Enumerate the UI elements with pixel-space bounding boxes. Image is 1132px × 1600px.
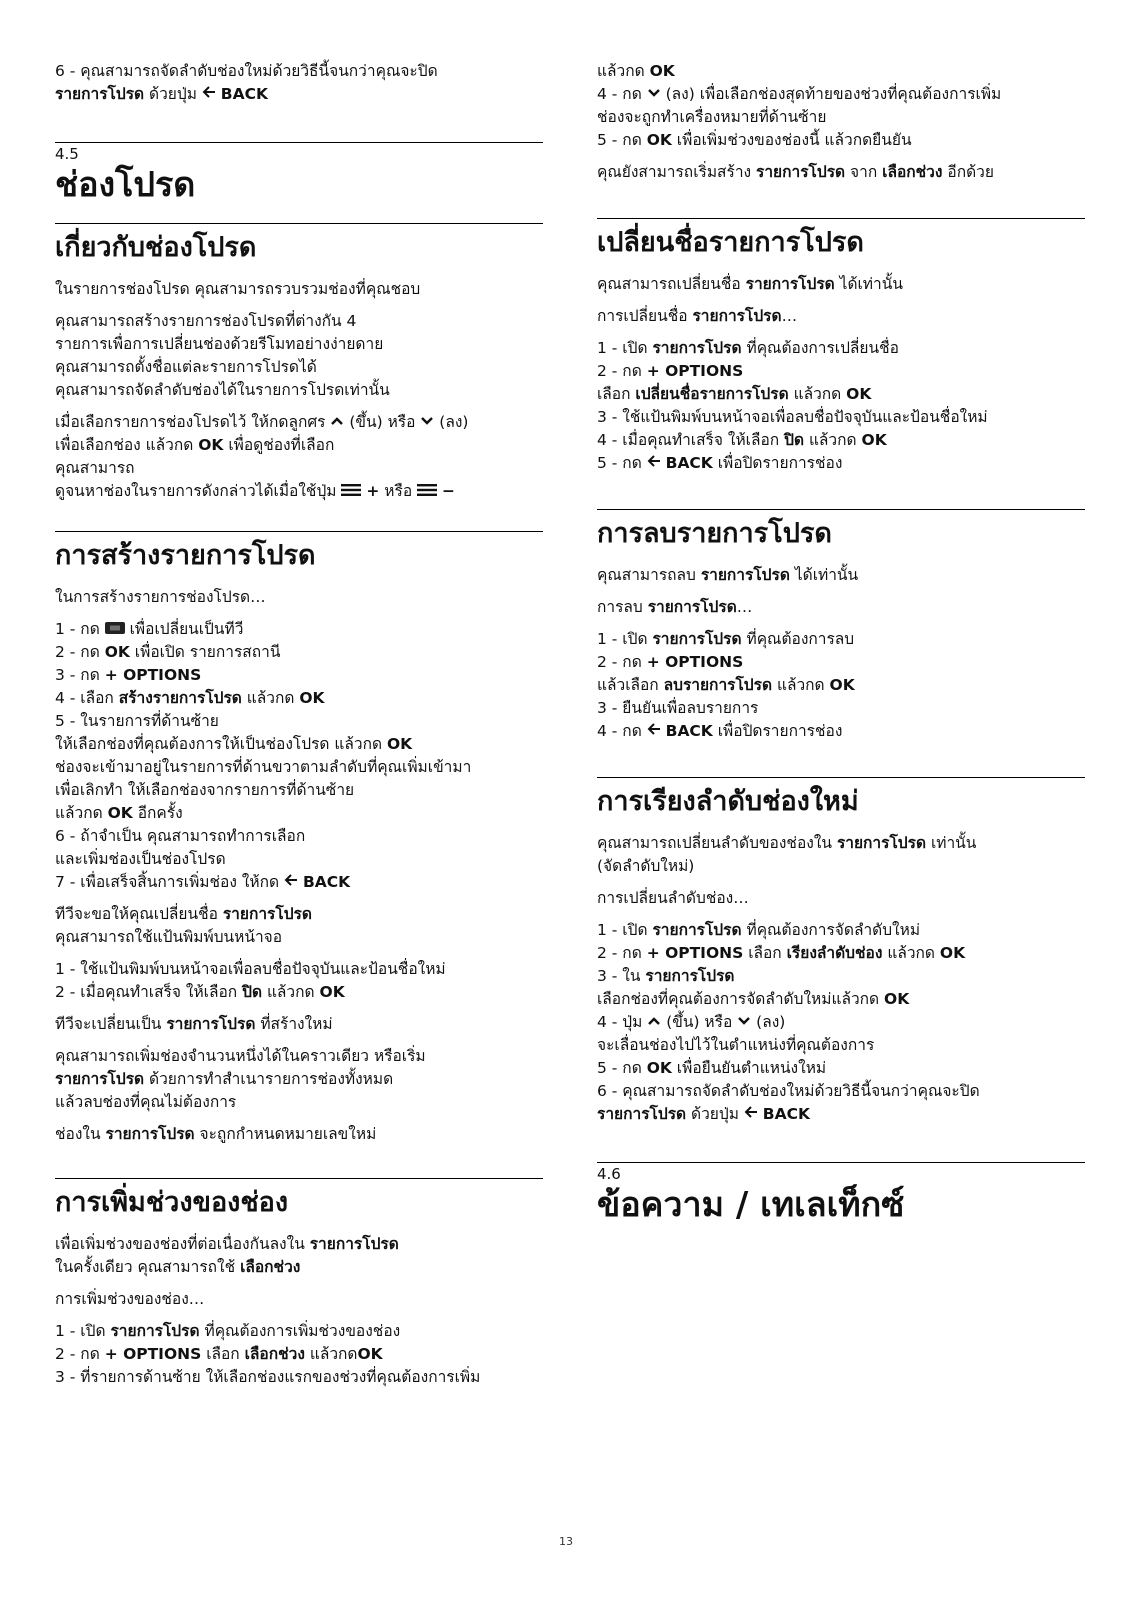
- paragraph: [55, 586, 543, 609]
- bold-text: เลือกช่วง: [882, 163, 943, 181]
- subsection-heading: [55, 1178, 543, 1221]
- section-number: 4.6: [597, 1165, 621, 1183]
- bold-text: รายการโปรด: [222, 905, 312, 923]
- text-line: [597, 988, 1085, 1011]
- arrow-left-icon: [647, 720, 661, 743]
- bold-text: BACK: [665, 454, 713, 472]
- text-line: [55, 434, 543, 457]
- bold-text: BACK: [220, 85, 268, 103]
- text: การลบ: [597, 598, 648, 616]
- text-line: [597, 628, 1085, 651]
- text: ในครั้งเดียว คุณสามารถใช้: [55, 1258, 241, 1276]
- bold-text: เรียงลำดับช่อง: [786, 944, 883, 962]
- paragraph: [55, 1320, 543, 1389]
- divider: [597, 218, 1085, 219]
- text-line: [55, 802, 543, 825]
- text: 2 - กด: [597, 362, 647, 380]
- text-line: [597, 674, 1085, 697]
- bold-text: รายการโปรด: [836, 834, 927, 852]
- text: คุณสามารถเปลี่ยนลำดับของช่องใน: [597, 834, 837, 852]
- text-line: [597, 1080, 1085, 1103]
- text: แล้วกด: [788, 385, 847, 403]
- text: ในการสร้างรายการช่องโปรด…: [55, 588, 266, 606]
- paragraph: [55, 958, 543, 1004]
- text: ช่องจะเข้ามาอยู่ในรายการที่ด้านขวาตามลำดับที่คุณเพิ่มเข้ามา: [55, 758, 472, 776]
- text: เพื่อยืนยันตำแหน่งใหม่: [671, 1059, 827, 1077]
- text: 5 - กด: [597, 131, 647, 149]
- subsection-title: เปลี่ยนชื่อรายการโปรด: [597, 227, 864, 258]
- text: 4 - กด: [597, 722, 647, 740]
- paragraph: [55, 310, 543, 402]
- text-line: [597, 596, 1085, 619]
- bold-text: ลบรายการโปรด: [663, 676, 773, 694]
- chevron-down-icon: [647, 83, 661, 106]
- text: 4 - ปุ่ม: [597, 1013, 648, 1031]
- text: 1 - เปิด: [55, 1322, 111, 1340]
- bold-text: รายการโปรด: [756, 163, 846, 181]
- text: หรือ: [379, 482, 418, 500]
- paragraph: [597, 273, 1085, 296]
- text: 3 - ยืนยันเพื่อลบรายการ: [597, 699, 759, 717]
- text: 4 - เมื่อคุณทำเสร็จ ให้เลือก: [597, 431, 785, 449]
- text-line: [55, 981, 543, 1004]
- text: เพื่อดูช่องที่เลือก: [223, 436, 335, 454]
- text-line: [55, 1320, 543, 1343]
- text: เพื่อเลิกทำ ให้เลือกช่องจากรายการที่ด้านซ้าย: [55, 781, 355, 799]
- text: แล้วกด: [804, 431, 862, 449]
- section-title: ช่องโปรด: [55, 165, 196, 205]
- paragraph: [55, 903, 543, 949]
- divider: [597, 777, 1085, 778]
- arrow-left-icon: [647, 452, 661, 475]
- bold-text: รายการโปรด: [110, 1322, 200, 1340]
- subsection-heading: [597, 218, 1085, 261]
- divider: [55, 531, 543, 532]
- chevron-down-icon: [420, 411, 434, 434]
- bold-text: BACK: [762, 1105, 810, 1123]
- text-line: [597, 305, 1085, 328]
- bold-text: รายการโปรด: [309, 1235, 399, 1253]
- section-number: 4.5: [55, 145, 79, 163]
- text-line: [55, 356, 543, 379]
- text: แล้วลบช่องที่คุณไม่ต้องการ: [55, 1093, 237, 1111]
- text: 2 - กด: [55, 643, 105, 661]
- text-line: [597, 406, 1085, 429]
- bold-text: รายการโปรด: [55, 1070, 145, 1088]
- text: แล้วกด: [262, 983, 320, 1001]
- text-line: [597, 106, 1085, 129]
- text: ทีวีจะเปลี่ยนเป็น: [55, 1015, 167, 1033]
- text-line: [597, 161, 1085, 184]
- text-line: [55, 641, 543, 664]
- text: ทีวีจะขอให้คุณเปลี่ยนชื่อ: [55, 905, 223, 923]
- text-line: [55, 1366, 543, 1389]
- bold-text: OK: [107, 804, 133, 822]
- bold-text: OK: [319, 983, 345, 1001]
- text-line: [597, 720, 1085, 743]
- bold-text: OK: [829, 676, 855, 694]
- text: ดูจนหาช่องในรายการดังกล่าวได้เมื่อใช้ปุ่ม: [55, 482, 342, 500]
- text: 5 - ในรายการที่ด้านซ้าย: [55, 712, 219, 730]
- text-line: [55, 1068, 543, 1091]
- section-heading: [597, 1162, 1085, 1227]
- text: 1 - เปิด: [597, 339, 653, 357]
- text: คุณสามารถจัดลำดับช่องได้ในรายการโปรดเท่านั้น: [55, 381, 390, 399]
- bold-text: OK: [646, 1059, 672, 1077]
- text-line: [597, 965, 1085, 988]
- text: (ลง): [434, 413, 469, 431]
- text: ด้วยปุ่ม: [144, 85, 202, 103]
- text: แล้วกด: [597, 62, 650, 80]
- bold-text: รายการโปรด: [105, 1125, 195, 1143]
- text: 2 - เมื่อคุณทำเสร็จ ให้เลือก: [55, 983, 243, 1001]
- text: ในรายการช่องโปรด คุณสามารถรวบรวมช่องที่คุณชอบ: [55, 280, 421, 298]
- text-line: [597, 429, 1085, 452]
- chevron-down-icon: [737, 1011, 751, 1034]
- text: 1 - กด: [55, 620, 105, 638]
- divider: [55, 1178, 543, 1179]
- paragraph: [597, 596, 1085, 619]
- section-heading: [55, 142, 543, 207]
- bold-text: สร้างรายการโปรด: [118, 689, 242, 707]
- text: คุณยังสามารถเริ่มสร้าง: [597, 163, 757, 181]
- text: 6 - ถ้าจำเป็น คุณสามารถทำการเลือก: [55, 827, 306, 845]
- paragraph: [55, 1288, 543, 1311]
- text-line: [597, 337, 1085, 360]
- subsection-title: การเรียงลำดับช่องใหม่: [597, 786, 859, 817]
- text: ที่คุณต้องการเปลี่ยนชื่อ: [741, 339, 899, 357]
- text: เลือก: [743, 944, 787, 962]
- text-line: [597, 651, 1085, 674]
- bold-text: + OPTIONS: [104, 1345, 202, 1363]
- text: อีกครั้ง: [132, 804, 183, 822]
- text-line: [597, 129, 1085, 152]
- page-number: 13: [559, 1535, 573, 1548]
- subsection-heading: [597, 509, 1085, 552]
- bold-text: +: [366, 482, 380, 500]
- text-line: [55, 1123, 543, 1146]
- text: การเปลี่ยนชื่อ: [597, 307, 693, 325]
- section-title: ข้อความ / เทเลเท็กซ์: [597, 1185, 905, 1225]
- paragraph: [55, 618, 543, 894]
- text-line: [55, 411, 543, 434]
- subsection-title: เกี่ยวกับช่องโปรด: [55, 232, 257, 263]
- text-line: [55, 733, 543, 756]
- subsection-heading: [597, 777, 1085, 820]
- text-line: [55, 1013, 543, 1036]
- bold-text: + OPTIONS: [646, 362, 744, 380]
- subsection-title: การสร้างรายการโปรด: [55, 540, 316, 571]
- text: เพื่อเพิ่มช่วงของช่องนี้ แล้วกดยืนยัน: [671, 131, 912, 149]
- text: เลือก: [597, 385, 636, 403]
- text-line: [55, 83, 543, 106]
- text-line: [55, 1045, 543, 1068]
- text: เลือก: [201, 1345, 245, 1363]
- text: เพื่อเปลี่ยนเป็นทีวี: [124, 620, 244, 638]
- text: (ลง) เพื่อเลือกช่องสุดท้ายของช่วงที่คุณต้องการเพิ่ม: [660, 85, 1002, 103]
- text: 3 - ใช้แป้นพิมพ์บนหน้าจอเพื่อลบชื่อปัจจุบันและป้อนชื่อใหม่: [597, 408, 988, 426]
- text: ช่องใน: [55, 1125, 106, 1143]
- paragraph: [597, 305, 1085, 328]
- bold-text: BACK: [665, 722, 713, 740]
- text: ที่คุณต้องการเพิ่มช่วงของช่อง: [199, 1322, 401, 1340]
- text: 4 - เลือก: [55, 689, 119, 707]
- chevron-up-icon: [330, 411, 344, 434]
- text-line: [597, 919, 1085, 942]
- text: คุณสามารถเพิ่มช่องจำนวนหนึ่งได้ในคราวเดียว หรือเริ่ม: [55, 1047, 426, 1065]
- text-line: [597, 697, 1085, 720]
- text: (ขึ้น) หรือ: [661, 1013, 738, 1031]
- bold-text: + OPTIONS: [104, 666, 202, 684]
- divider: [55, 142, 543, 143]
- bold-text: OK: [861, 431, 887, 449]
- paragraph: [597, 161, 1085, 184]
- list-icon: [341, 480, 361, 503]
- text-line: [597, 60, 1085, 83]
- left-column: [55, 60, 543, 1398]
- subsection-heading: [55, 223, 543, 266]
- text: คุณสามารถเปลี่ยนชื่อ: [597, 275, 746, 293]
- text: 3 - กด: [55, 666, 105, 684]
- text-line: [55, 278, 543, 301]
- text: คุณสามารถสร้างรายการช่องโปรดที่ต่างกัน 4: [55, 312, 357, 330]
- right-column: [597, 60, 1085, 1227]
- bold-text: OK: [386, 735, 413, 753]
- bold-text: เลือกช่วง: [240, 1258, 301, 1276]
- text: ที่สร้างใหม่: [255, 1015, 333, 1033]
- bold-text: OK: [198, 436, 224, 454]
- text-line: [597, 855, 1085, 878]
- text: 1 - เปิด: [597, 630, 653, 648]
- text-line: [55, 310, 543, 333]
- text: การเปลี่ยนลำดับช่อง…: [597, 889, 749, 907]
- text: แล้วกด: [55, 804, 108, 822]
- text-line: [597, 1034, 1085, 1057]
- bold-text: รายการโปรด: [647, 598, 737, 616]
- text-line: [597, 1103, 1085, 1126]
- text: ได้เท่านั้น: [789, 566, 859, 584]
- text: 6 - คุณสามารถจัดลำดับช่องใหม่ด้วยวิธีนี้จนกว่าคุณจะปิด: [55, 62, 438, 80]
- text: เลือกช่องที่คุณต้องการจัดลำดับใหม่แล้วกด: [597, 990, 885, 1008]
- bold-text: ปิด: [242, 983, 263, 1001]
- text: ที่คุณต้องการลบ: [741, 630, 855, 648]
- bold-text: รายการโปรด: [597, 1105, 687, 1123]
- text-line: [55, 664, 543, 687]
- text-line: [55, 1343, 543, 1366]
- bold-text: BACK: [302, 873, 351, 891]
- bold-text: OK: [357, 1345, 383, 1363]
- text: 5 - กด: [597, 1059, 647, 1077]
- text: 7 - เพื่อเสร็จสิ้นการเพิ่มช่อง ให้กด: [55, 873, 284, 891]
- text-line: [597, 83, 1085, 106]
- tv-icon: [105, 618, 125, 641]
- text: แล้วกด: [241, 689, 300, 707]
- text: ได้เท่านั้น: [834, 275, 903, 293]
- bold-text: รายการโปรด: [645, 967, 735, 985]
- text: 6 - คุณสามารถจัดลำดับช่องใหม่ด้วยวิธีนี้จนกว่าคุณจะปิด: [597, 1082, 980, 1100]
- subsection-heading: [55, 531, 543, 574]
- text: (ลง): [751, 1013, 786, 1031]
- bold-text: รายการโปรด: [652, 630, 742, 648]
- paragraph: [597, 887, 1085, 910]
- paragraph: [597, 628, 1085, 743]
- text: รายการเพื่อการเปลี่ยนช่องด้วยรีโมทอย่างง่ายดาย: [55, 335, 384, 353]
- text-line: [55, 1091, 543, 1114]
- text-line: [55, 618, 543, 641]
- paragraph: [597, 337, 1085, 475]
- text-line: [597, 1057, 1085, 1080]
- bold-text: OK: [846, 385, 872, 403]
- paragraph: [55, 1013, 543, 1036]
- text: จาก: [845, 163, 883, 181]
- text-line: [55, 848, 543, 871]
- divider: [597, 1162, 1085, 1163]
- arrow-left-icon: [202, 83, 216, 106]
- text-line: [597, 832, 1085, 855]
- text-line: [55, 958, 543, 981]
- text: การเพิ่มช่วงของช่อง…: [55, 1290, 205, 1308]
- text: 5 - กด: [597, 454, 647, 472]
- paragraph: [597, 832, 1085, 878]
- chevron-up-icon: [647, 1011, 661, 1034]
- text-line: [55, 60, 543, 83]
- bold-text: รายการโปรด: [166, 1015, 256, 1033]
- text: คุณสามารถตั้งชื่อแต่ละรายการโปรดได้: [55, 358, 317, 376]
- text: …: [781, 307, 798, 325]
- text: …: [736, 598, 753, 616]
- text: ให้เลือกช่องที่คุณต้องการให้เป็นช่องโปรด แล้วกด: [55, 735, 387, 753]
- text: คุณสามารถใช้แป้นพิมพ์บนหน้าจอ: [55, 928, 283, 946]
- text: เพื่อเพิ่มช่วงของช่องที่ต่อเนื่องกันลงใน: [55, 1235, 310, 1253]
- bold-text: −: [442, 482, 456, 500]
- bold-text: OK: [649, 62, 675, 80]
- text-line: [55, 926, 543, 949]
- text: 3 - ที่รายการด้านซ้าย ให้เลือกช่องแรกของช่วงที่คุณต้องการเพิ่ม: [55, 1368, 481, 1386]
- text-line: [597, 887, 1085, 910]
- text: แล้วกด: [772, 676, 830, 694]
- text-line: [55, 710, 543, 733]
- text: แล้วเลือก: [597, 676, 664, 694]
- text: คุณสามารถ: [55, 459, 135, 477]
- subsection-title: การลบรายการโปรด: [597, 518, 832, 549]
- bold-text: + OPTIONS: [646, 653, 744, 671]
- paragraph: [55, 278, 543, 301]
- text: เพื่อเปิด รายการสถานี: [129, 643, 281, 661]
- text: 2 - กด: [55, 1345, 105, 1363]
- bold-text: OK: [646, 131, 672, 149]
- paragraph: [55, 1045, 543, 1114]
- bold-text: รายการโปรด: [652, 339, 742, 357]
- arrow-left-icon: [744, 1103, 758, 1126]
- paragraph: [597, 919, 1085, 1126]
- text: 1 - เปิด: [597, 921, 653, 939]
- paragraph: [55, 411, 543, 503]
- paragraph: [597, 564, 1085, 587]
- text: เมื่อเลือกรายการช่องโปรดไว้ ให้กดลูกศร: [55, 413, 331, 431]
- paragraph: [55, 1123, 543, 1146]
- text: จะถูกกำหนดหมายเลขใหม่: [194, 1125, 377, 1143]
- text: จะเลื่อนช่องไปไว้ในตำแหน่งที่คุณต้องการ: [597, 1036, 875, 1054]
- text-line: [55, 1288, 543, 1311]
- text-line: [55, 687, 543, 710]
- text: ด้วยปุ่ม: [686, 1105, 744, 1123]
- bold-text: OK: [299, 689, 325, 707]
- text-line: [55, 871, 543, 894]
- text-line: [55, 480, 543, 503]
- bold-text: OK: [939, 944, 966, 962]
- text: 4 - กด: [597, 85, 647, 103]
- text: เพื่อปิดรายการช่อง: [712, 722, 843, 740]
- bold-text: รายการโปรด: [652, 921, 742, 939]
- text: 1 - ใช้แป้นพิมพ์บนหน้าจอเพื่อลบชื่อปัจจุบันและป้อนชื่อใหม่: [55, 960, 446, 978]
- divider: [55, 223, 543, 224]
- text-line: [597, 942, 1085, 965]
- text-line: [55, 1233, 543, 1256]
- text-line: [55, 1256, 543, 1279]
- text: คุณสามารถลบ: [597, 566, 701, 584]
- text: และเพิ่มช่องเป็นช่องโปรด: [55, 850, 226, 868]
- text: ช่องจะถูกทำเครื่องหมายที่ด้านซ้าย: [597, 108, 827, 126]
- bold-text: ปิด: [784, 431, 805, 449]
- paragraph: [55, 1233, 543, 1279]
- text: เท่านั้น: [926, 834, 977, 852]
- text-line: [55, 333, 543, 356]
- text-line: [55, 756, 543, 779]
- text: 2 - กด: [597, 944, 647, 962]
- text: 2 - กด: [597, 653, 647, 671]
- bold-text: เปลี่ยนชื่อรายการโปรด: [635, 385, 789, 403]
- bold-text: รายการโปรด: [745, 275, 835, 293]
- text-line: [597, 1011, 1085, 1034]
- text-line: [597, 273, 1085, 296]
- text: เพื่อเลือกช่อง แล้วกด: [55, 436, 199, 454]
- text-line: [55, 457, 543, 480]
- text: 3 - ใน: [597, 967, 646, 985]
- paragraph: [55, 60, 543, 106]
- text-line: [55, 586, 543, 609]
- bold-text: รายการโปรด: [692, 307, 782, 325]
- paragraph: [597, 60, 1085, 152]
- text-line: [55, 779, 543, 802]
- text: (ขึ้น) หรือ: [344, 413, 421, 431]
- list-icon: [417, 480, 437, 503]
- bold-text: OK: [884, 990, 910, 1008]
- text-line: [55, 379, 543, 402]
- text-line: [597, 564, 1085, 587]
- text-line: [597, 360, 1085, 383]
- text-line: [55, 825, 543, 848]
- text: เพื่อปิดรายการช่อง: [712, 454, 843, 472]
- bold-text: รายการโปรด: [700, 566, 790, 584]
- text: ด้วยการทำสำเนารายการช่องทั้งหมด: [144, 1070, 394, 1088]
- text-line: [55, 903, 543, 926]
- bold-text: OK: [104, 643, 130, 661]
- text-line: [597, 383, 1085, 406]
- text-line: [597, 452, 1085, 475]
- divider: [597, 509, 1085, 510]
- text: ที่คุณต้องการจัดลำดับใหม่: [741, 921, 921, 939]
- text: อีกด้วย: [942, 163, 994, 181]
- text: (จัดลำดับใหม่): [597, 857, 695, 875]
- arrow-left-icon: [284, 871, 298, 894]
- text: แล้วกด: [304, 1345, 358, 1363]
- bold-text: รายการโปรด: [55, 85, 145, 103]
- bold-text: + OPTIONS: [646, 944, 744, 962]
- bold-text: เลือกช่วง: [244, 1345, 305, 1363]
- subsection-title: การเพิ่มช่วงของช่อง: [55, 1187, 289, 1218]
- text: แล้วกด: [882, 944, 940, 962]
